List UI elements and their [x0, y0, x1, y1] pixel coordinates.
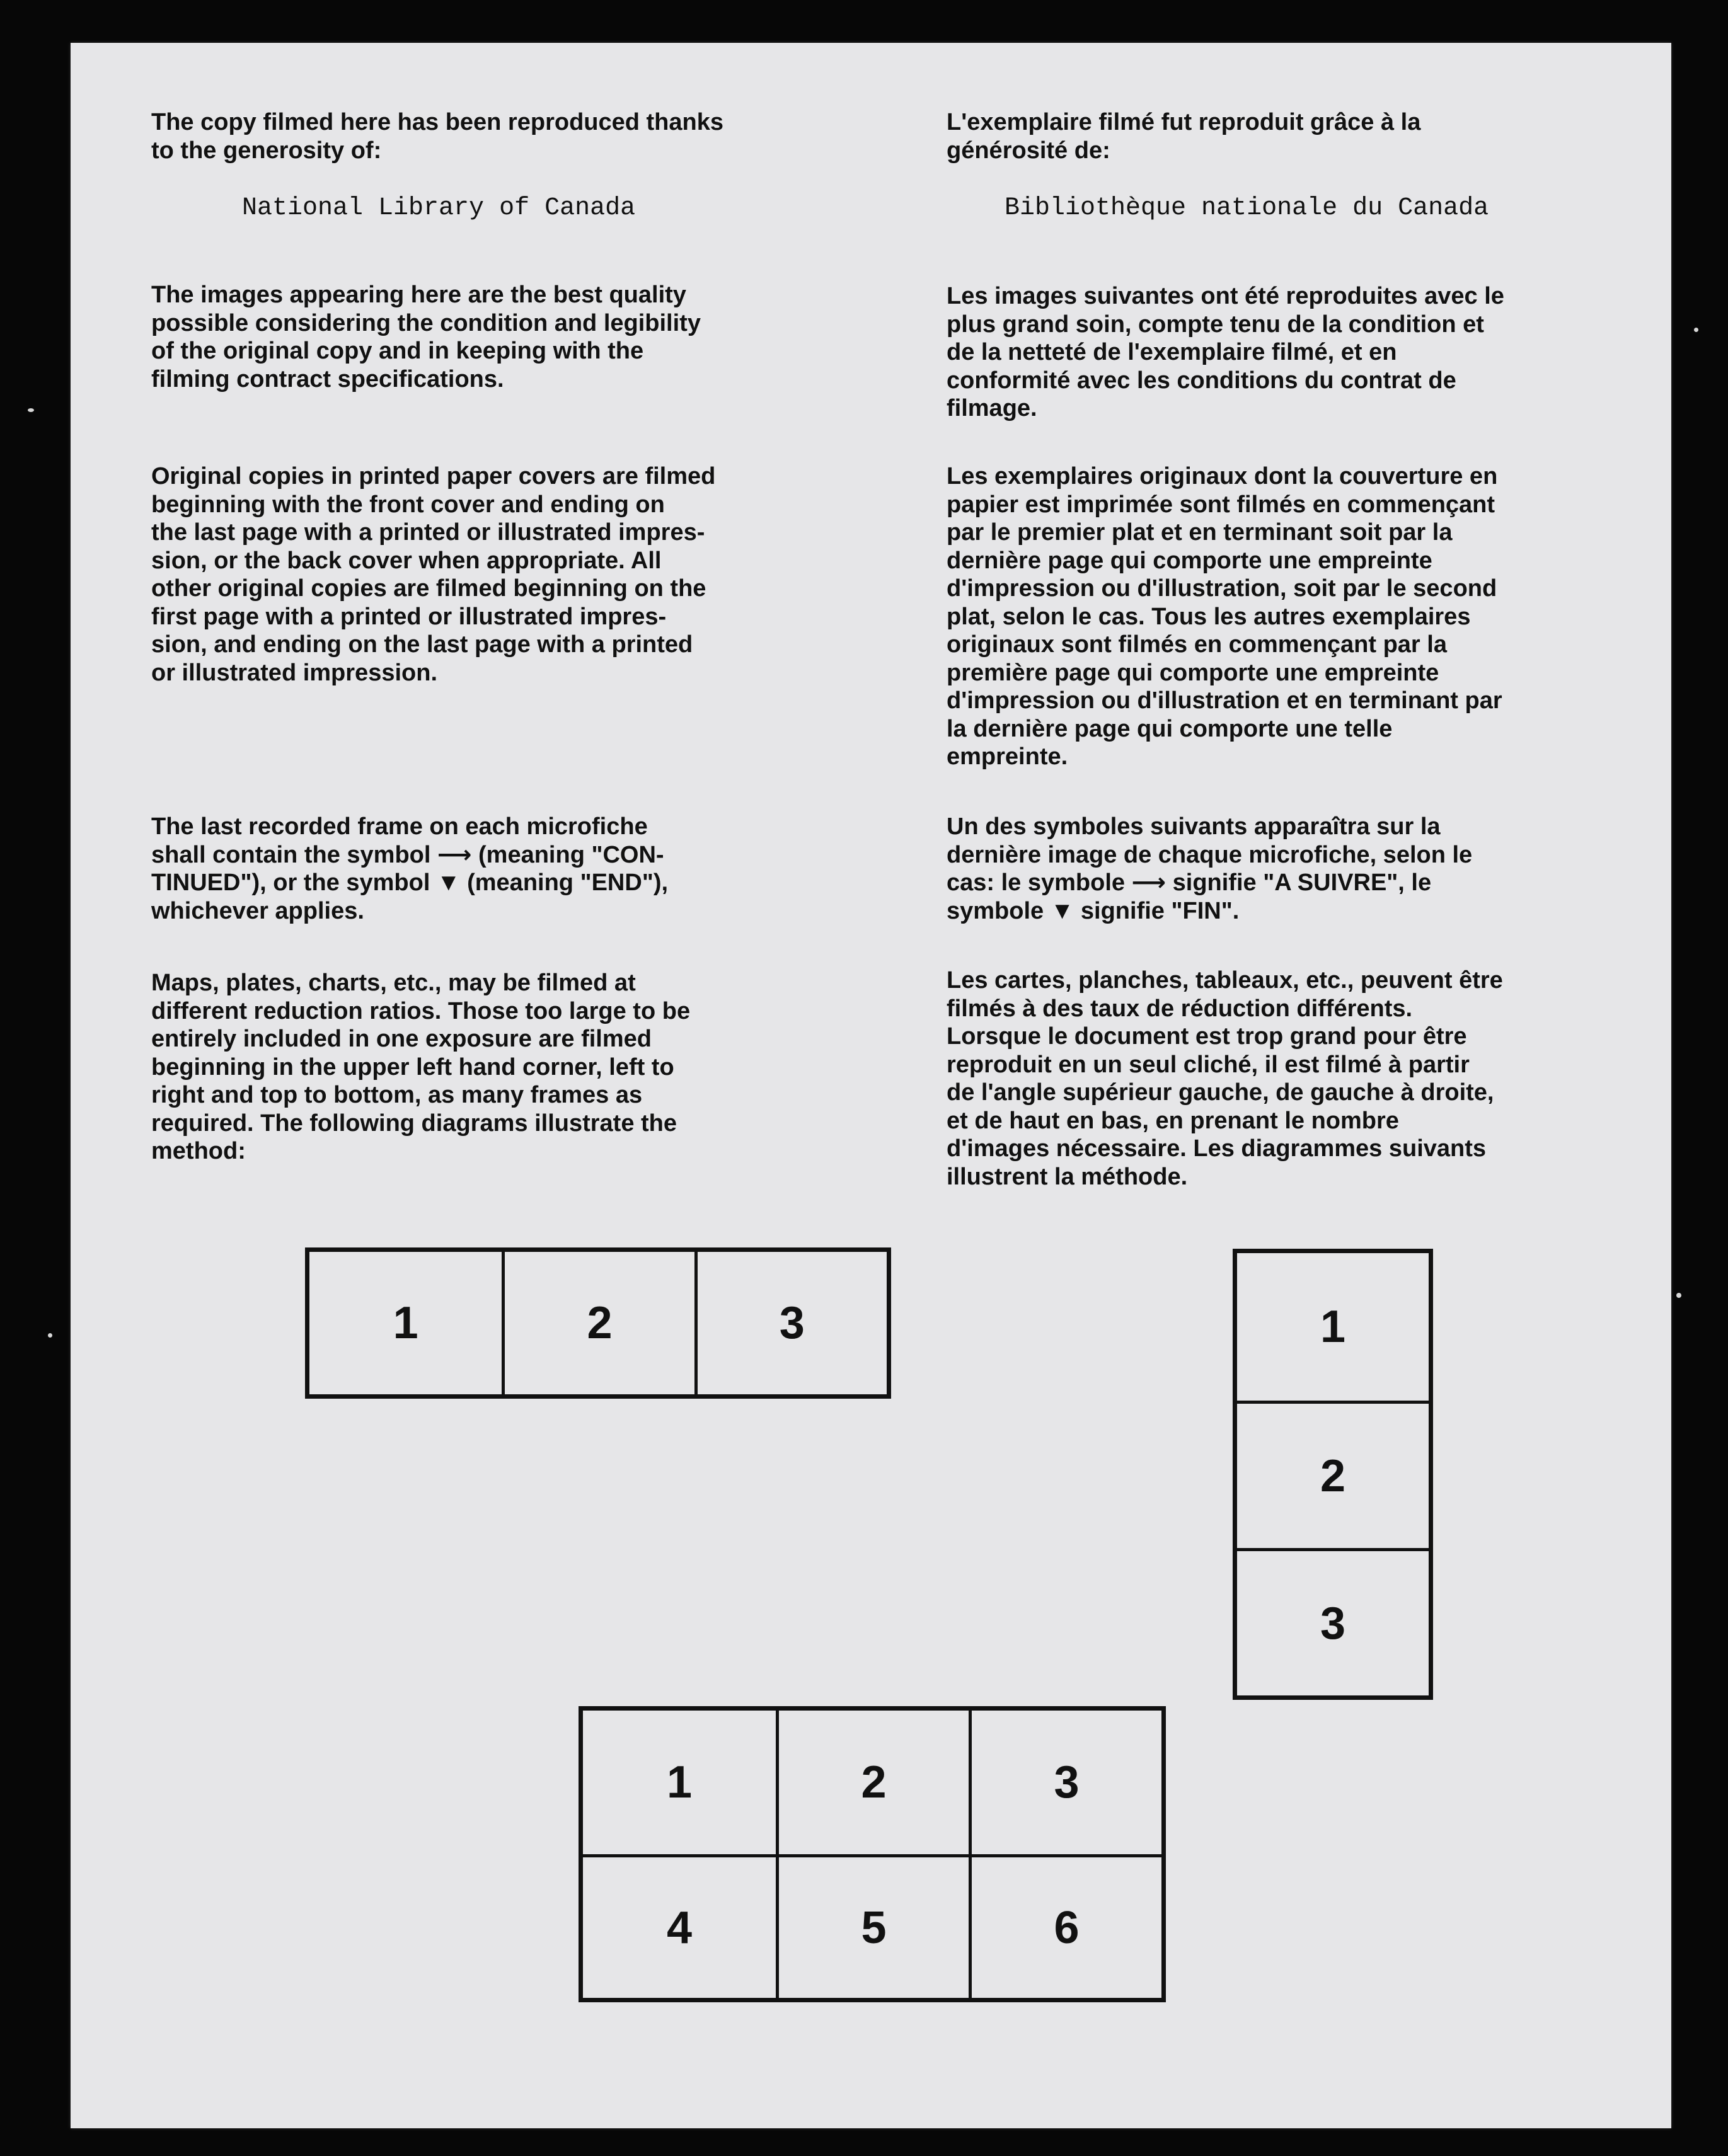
film-speck [28, 408, 34, 412]
frame-cell: 4 [583, 1854, 776, 1998]
frame-cell: 1 [666, 1757, 693, 1808]
frame-cell: 3 [694, 1252, 887, 1394]
frame-cell: 5 [776, 1854, 969, 1998]
right-library-name: Bibliothèque nationale du Canada [1005, 194, 1489, 222]
film-speck [1694, 328, 1698, 332]
diagram-horizontal-frames [305, 1247, 891, 1399]
right-credit-paragraph: L'exemplaire filmé fut reproduit grâce à la générosité de: [947, 109, 1421, 164]
film-speck [1676, 1293, 1681, 1298]
left-library-name: National Library of Canada [242, 194, 636, 222]
left-maps-paragraph: Maps, plates, charts, etc., may be filmed at different reduction ratios. Those too large to be entirely included in one exposure are filmed beginning in the upper left hand corner, left to right and top to bottom, as many frames as required. The following diagrams illustrate the method: [151, 970, 691, 1164]
frame-cell: 1 [1320, 1302, 1346, 1352]
left-symbols-paragraph: The last recorded frame on each microfiche shall contain the symbol ⟶ (meaning "CON- TINUED"), or the symbol ▼ (meaning "END"), whichever applies. [151, 813, 669, 924]
frame-cell: 3 [969, 1711, 1161, 1854]
diagram-six-frame-grid [579, 1706, 1166, 2002]
film-speck [48, 1333, 52, 1338]
frame-cell: 2 [1237, 1401, 1429, 1548]
left-credit-paragraph: The copy filmed here has been reproduced thanks to the generosity of: [151, 109, 724, 164]
right-original-copies-paragraph: Les exemplaires originaux dont la couverture en papier est imprimée sont filmés en commençant par le premier plat et en terminant soit par la dernière page qui comporte une empreinte d'impression ou d'illustration, soit par le second plat, selon le cas. Tous les autres exemplaires originaux sont filmés en commençant par la première page qui comporte une empreinte d'impression ou d'illustration et en terminant par la dernière page qui comporte une telle empreinte. [947, 463, 1502, 770]
document-page [71, 43, 1671, 2128]
frame-cell: 3 [1237, 1548, 1429, 1695]
diagram-vertical-frames [1233, 1249, 1433, 1700]
right-symbols-paragraph: Un des symboles suivants apparaîtra sur la dernière image de chaque microfiche, selon le cas: le symbole ⟶ signifie "A SUIVRE", le symbole ▼ signifie "FIN". [947, 813, 1473, 924]
right-maps-paragraph: Les cartes, planches, tableaux, etc., peuvent être filmés à des taux de réduction différents. Lorsque le document est trop grand pour être reproduit en un seul cliché, il est filmé à partir de l'angle supérieur gauche, de gauche à droite, et de haut en bas, en prenant le nombre d'images nécessaire. Les diagrammes suivants illustrent la méthode. [947, 967, 1503, 1190]
frame-cell: 2 [776, 1711, 969, 1854]
frame-cell: 1 [393, 1298, 418, 1348]
left-original-copies-paragraph: Original copies in printed paper covers are filmed beginning with the front cover and ending on the last page with a printed or illustrated impres- sion, or the back cover when appropriate. All other original copies are filmed beginning on the first page with a printed or illustrated impres- sion, and ending on the last page with a printed or illustrated impression. [151, 463, 716, 686]
frame-cell: 6 [969, 1854, 1161, 1998]
right-quality-paragraph: Les images suivantes ont été reproduites avec le plus grand soin, compte tenu de la condition et de la netteté de l'exemplaire filmé, et en conformité avec les conditions du contrat de filmage. [947, 283, 1504, 421]
frame-cell: 2 [502, 1252, 694, 1394]
left-quality-paragraph: The images appearing here are the best quality possible considering the condition and legibility of the original copy and in keeping with the filming contract specifications. [151, 282, 701, 393]
